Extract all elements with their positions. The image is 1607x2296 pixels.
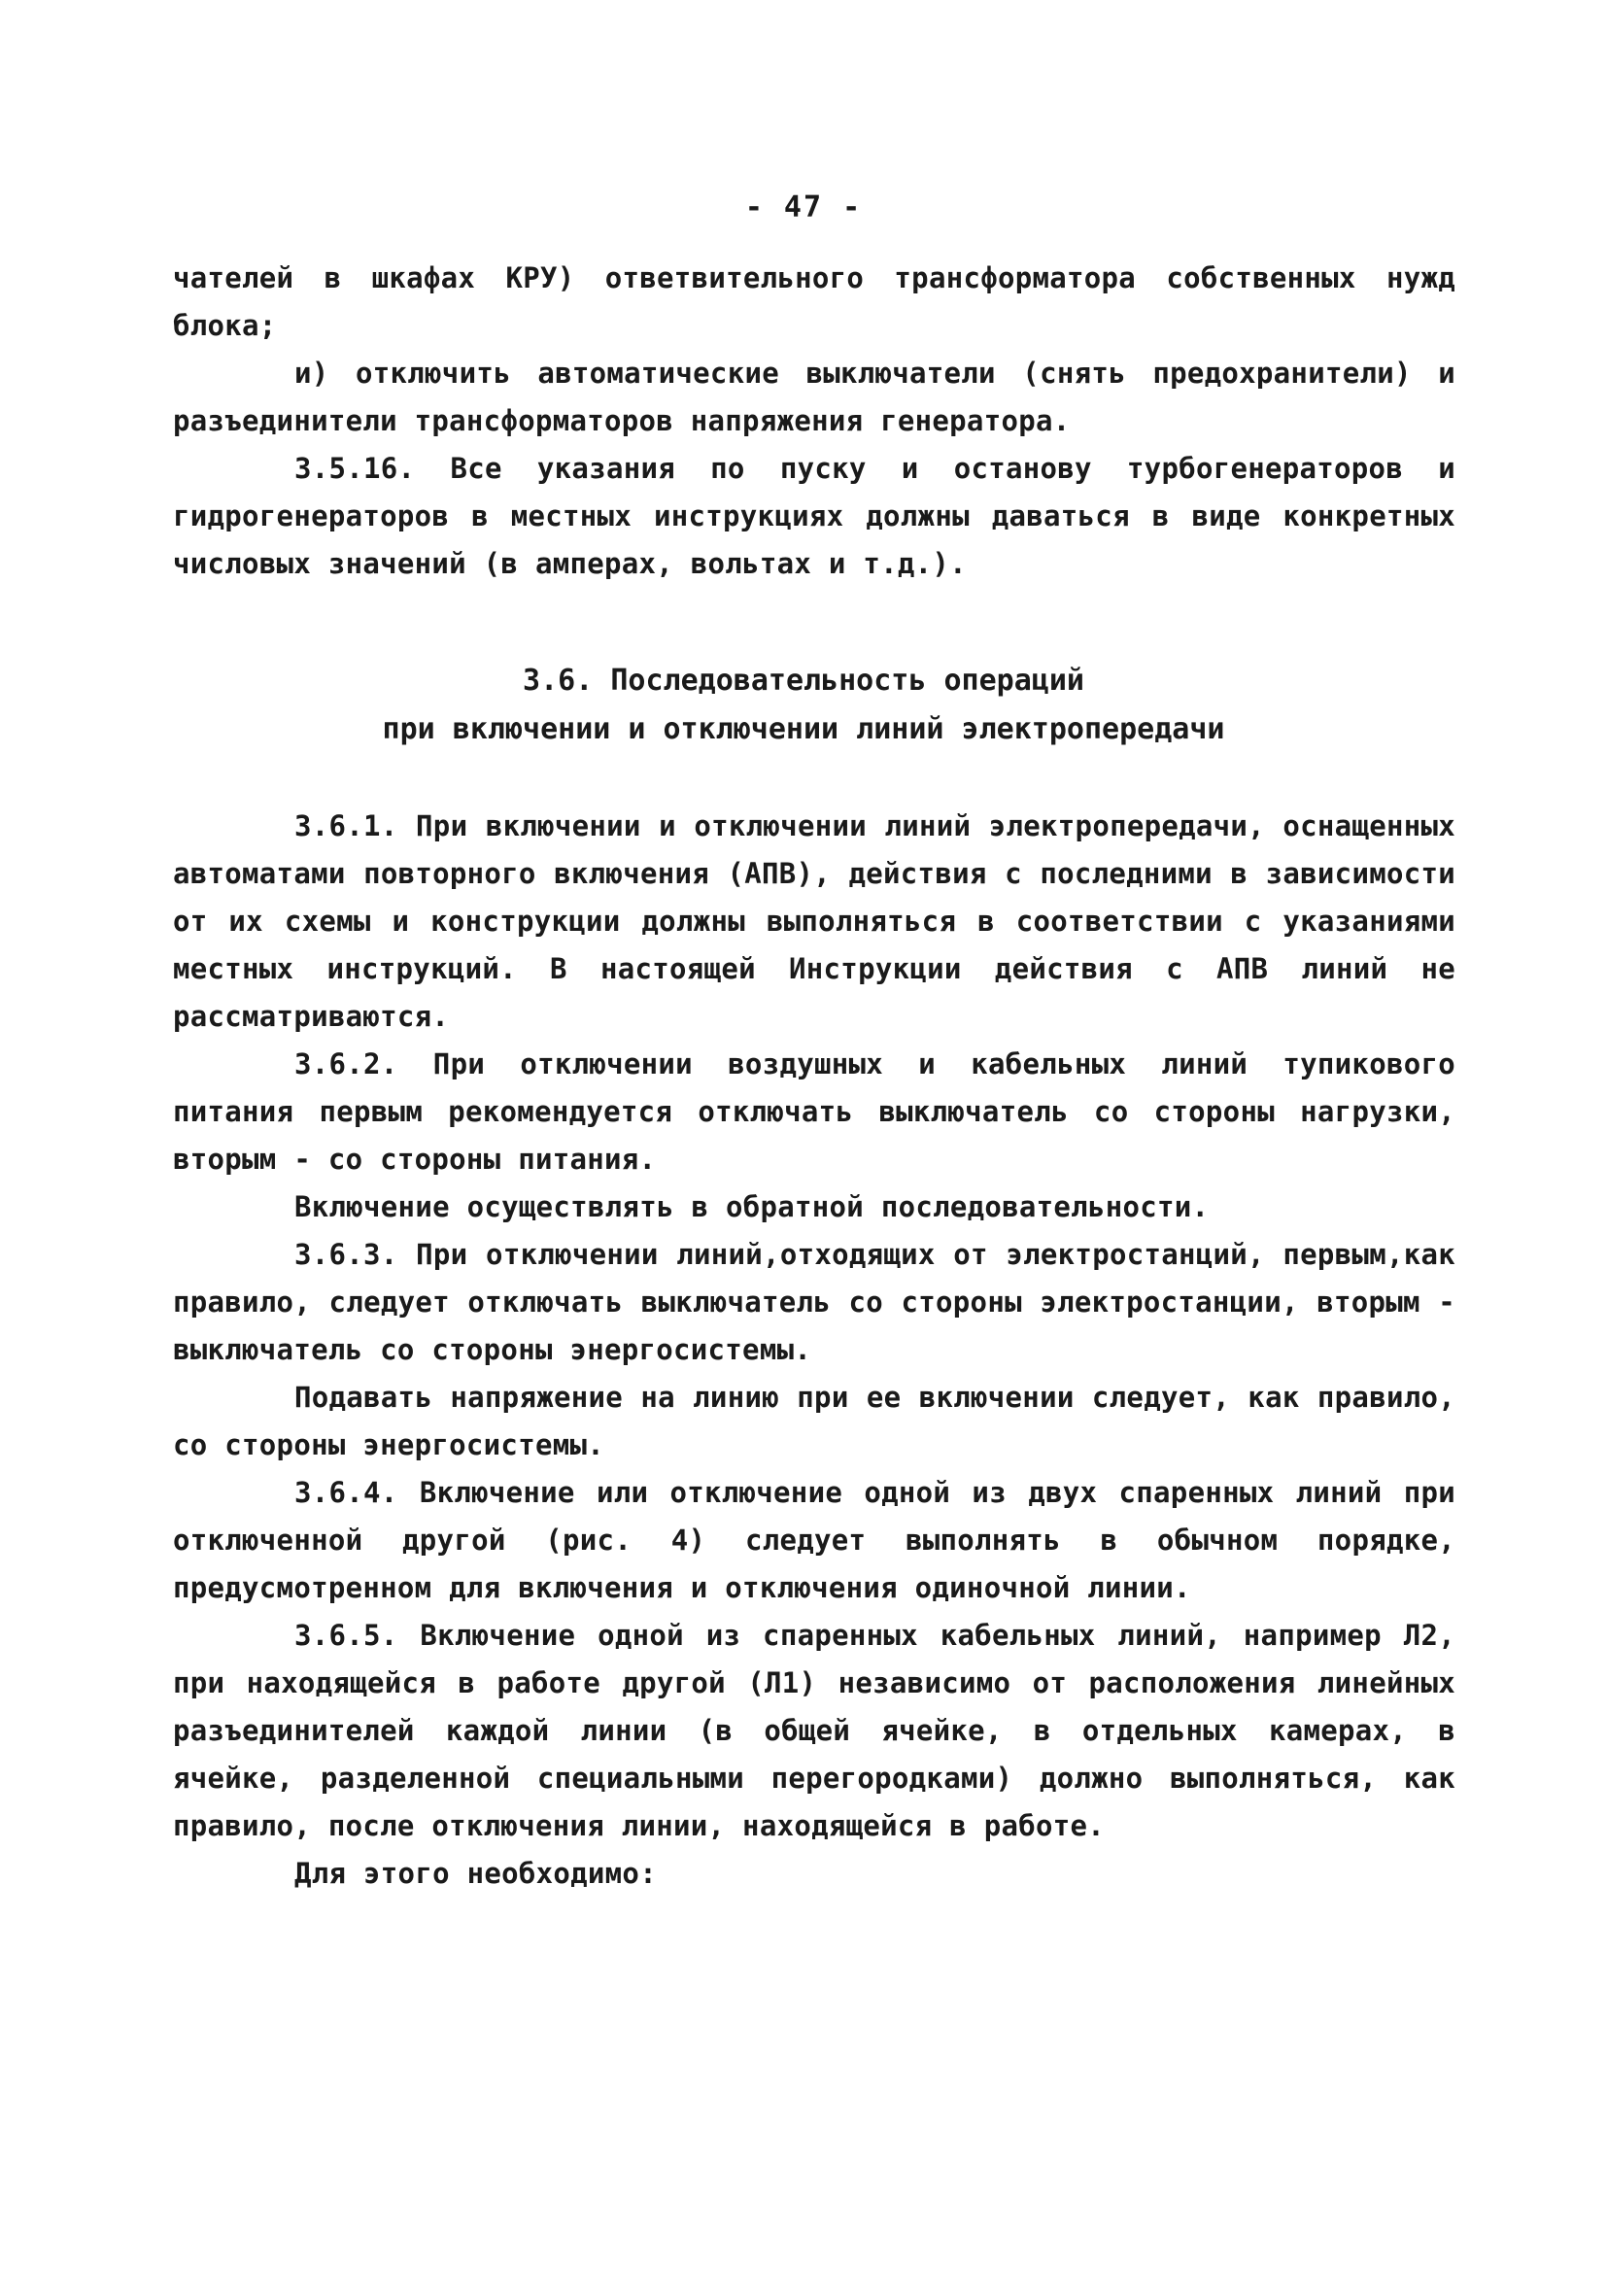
paragraph-3-6-5: 3.6.5. Включение одной из спаренных кабельных линий, например Л2, при находящейся в работе другой (Л1) независимо от расположения линейных разъединителей каждой линии (в общей ячейке, в отдельных камерах, в ячейке, разделенной специальными перегородками) должно выполняться, как правило, после отключения линии, находящейся в работе. — [173, 1619, 1455, 1842]
section-heading — [0, 657, 1607, 754]
top-text-block — [173, 255, 1455, 588]
section-heading-line-2: при включении и отключении линий электропередачи — [382, 712, 1225, 746]
paragraph-voltage-supply: Подавать напряжение на линию при ее включении следует, как правило, со стороны энергосистемы. — [173, 1381, 1455, 1461]
paragraph-3-6-4: 3.6.4. Включение или отключение одной из двух спаренных линий при отключенной другой (рис. 4) следует выполнять в обычном порядке, предусмотренном для включения и отключения одиночной линии. — [173, 1476, 1455, 1604]
paragraph-item-i: и) отключить автоматические выключатели (снять предохранители) и разъединители трансформаторов напряжения генератора. — [173, 357, 1455, 437]
paragraph-3-5-16: 3.5.16. Все указания по пуску и останову турбогенераторов и гидрогенераторов в местных инструкциях должны даваться в виде конкретных числовых значений (в амперах, вольтах и т.д.). — [173, 452, 1455, 580]
section-heading-line-1: 3.6. Последовательность операций — [523, 664, 1084, 698]
paragraph-reverse-order: Включение осуществлять в обратной последовательности. — [294, 1190, 1210, 1223]
paragraph-3-6-2: 3.6.2. При отключении воздушных и кабельных линий тупикового питания первым рекомендуется отключать выключатель со стороны нагрузки, вторым - со стороны питания. — [173, 1047, 1455, 1176]
paragraph-3-6-1: 3.6.1. При включении и отключении линий электропередачи, оснащенных автоматами повторного включения (АПВ), действия с последними в зависимости от их схемы и конструкции должны выполняться в соответствии с указаниями местных инструкций. В настоящей Инструкции действия с АПВ линий не рассматриваются. — [173, 809, 1455, 1033]
section-text-block — [173, 803, 1455, 1898]
paragraph-for-this: Для этого необходимо: — [294, 1857, 657, 1890]
paragraph-3-6-3: 3.6.3. При отключении линий,отходящих от электростанций, первым,как правило, следует отключать выключатель со стороны электростанции, вторым - выключатель со стороны энергосистемы. — [173, 1238, 1455, 1366]
paragraph-continuation: чателей в шкафах КРУ) ответвительного трансформатора собственных нужд блока; — [173, 261, 1455, 342]
page-number: - 47 - — [744, 190, 863, 224]
